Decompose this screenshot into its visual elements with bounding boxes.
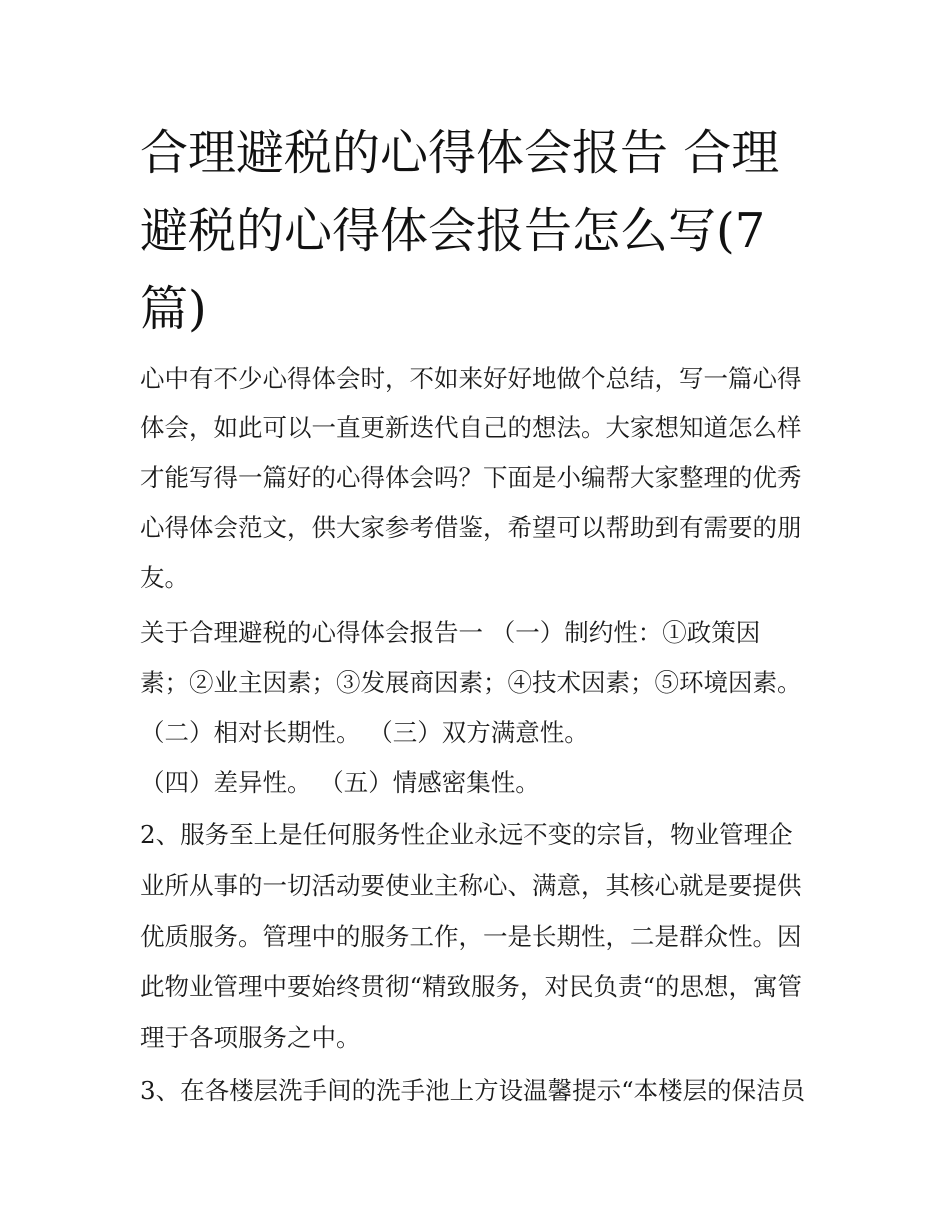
paragraph-line: 3、在各楼层洗手间的洗手池上方设温馨提示“本楼层的保洁员 — [140, 1076, 806, 1105]
paragraph-line: 此物业管理中要始终贯彻“精致服务，对民负责“的思想，寓管 — [140, 972, 803, 1001]
paragraph-line: 业所从事的一切活动要使业主称心、满意，其核心就是要提供 — [140, 871, 802, 900]
paragraph-line: （二）相对长期性。 （三）双方满意性。 — [140, 718, 589, 747]
paragraph-line: （四）差异性。 （五）情感密集性。 — [140, 768, 540, 797]
paragraph-line: 关于合理避税的心得体会报告一 （一）制约性：①政策因 — [140, 618, 761, 647]
paragraph-line: 友。 — [140, 563, 189, 592]
paragraph-line: 才能写得一篇好的心得体会吗？下面是小编帮大家整理的优秀 — [140, 463, 802, 492]
paragraph-line: 心得体会范文，供大家参考借鉴，希望可以帮助到有需要的朋 — [140, 513, 802, 542]
paragraph-line: 理于各项服务之中。 — [140, 1023, 361, 1052]
paragraph-line: 心中有不少心得体会时，不如来好好地做个总结，写一篇心得 — [140, 364, 802, 393]
document-title: 合理避税的心得体会报告 合理避税的心得体会报告怎么写(7篇) — [140, 125, 780, 337]
paragraph-line: 体会，如此可以一直更新迭代自己的想法。大家想知道怎么样 — [140, 413, 802, 442]
paragraph-line: 优质服务。管理中的服务工作，一是长期性，二是群众性。因 — [140, 922, 802, 951]
paragraph-line: 素；②业主因素；③发展商因素；④技术因素；⑤环境因素。 — [140, 668, 802, 697]
paragraph-line: 2、服务至上是任何服务性企业永远不变的宗旨，物业管理企 — [140, 820, 793, 849]
